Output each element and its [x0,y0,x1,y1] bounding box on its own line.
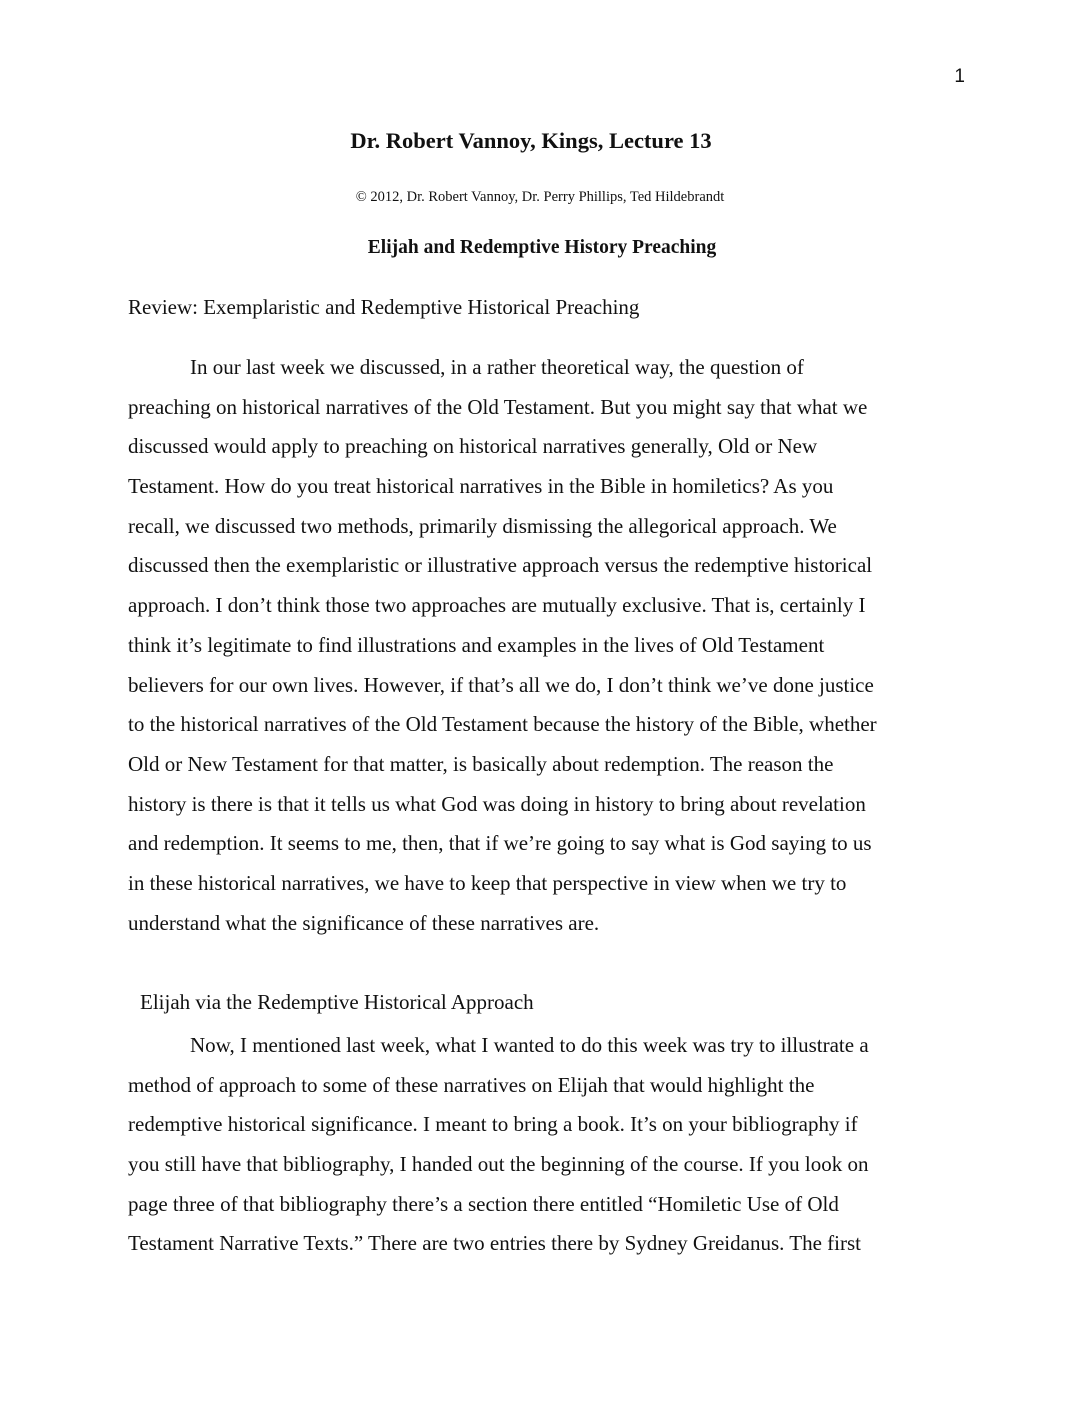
document-title: Dr. Robert Vannoy, Kings, Lecture 13 [350,128,712,153]
paragraph-1 [128,352,968,947]
paragraph-line: preaching on historical narratives of the Old Testament. But you might say that what we [128,394,868,419]
paragraph-2 [128,1030,968,1268]
paragraph-line: recall, we discussed two methods, primarily dismissing the allegorical approach. We [128,513,837,538]
paragraph-line: method of approach to some of these narratives on Elijah that would highlight the [128,1072,815,1097]
paragraph-line: in these historical narratives, we have to keep that perspective in view when we try to [128,870,847,895]
paragraph-line: page three of that bibliography there’s a section there entitled “Homiletic Use of Old [128,1191,839,1216]
paragraph-line: believers for our own lives. However, if that’s all we do, I don’t think we’ve done justice [128,672,874,697]
paragraph-line: redemptive historical significance. I meant to bring a book. It’s on your bibliography if [128,1112,858,1137]
paragraph-line: you still have that bibliography, I handed out the beginning of the course. If you look on [128,1152,869,1177]
paragraph-line: In our last week we discussed, in a rather theoretical way, the question of [190,355,804,379]
paragraph-line: Testament. How do you treat historical narratives in the Bible in homiletics? As you [128,474,834,499]
copyright-line: © 2012, Dr. Robert Vannoy, Dr. Perry Phillips, Ted Hildebrandt [355,189,725,205]
paragraph-line: Testament Narrative Texts.” There are two entries there by Sydney Greidanus. The first [128,1231,861,1256]
section-heading: Elijah via the Redemptive Historical Approach [140,990,534,1014]
paragraph-line: understand what the significance of these narratives are. [128,910,600,935]
review-heading: Review: Exemplaristic and Redemptive Historical Preaching [128,295,640,319]
paragraph-line: discussed then the exemplaristic or illustrative approach versus the redemptive historical [128,553,873,578]
paragraph-line: think it’s legitimate to find illustrations and examples in the lives of Old Testament [128,632,825,657]
page-number: 1 [954,66,965,87]
paragraph-line: Now, I mentioned last week, what I wanted to do this week was try to illustrate a [190,1033,869,1057]
paragraph-line: to the historical narratives of the Old Testament because the history of the Bible, whether [128,712,877,737]
lecture-subtitle: Elijah and Redemptive History Preaching [367,237,717,258]
paragraph-line: and redemption. It seems to me, then, that if we’re going to say what is God saying to us [128,831,872,856]
paragraph-line: history is there is that it tells us what God was doing in history to bring about revelation [128,791,866,816]
paragraph-line: approach. I don’t think those two approaches are mutually exclusive. That is, certainly I [128,593,866,618]
paragraph-line: discussed would apply to preaching on historical narratives generally, Old or New [128,434,818,459]
paragraph-line: Old or New Testament for that matter, is basically about redemption. The reason the [128,751,834,776]
